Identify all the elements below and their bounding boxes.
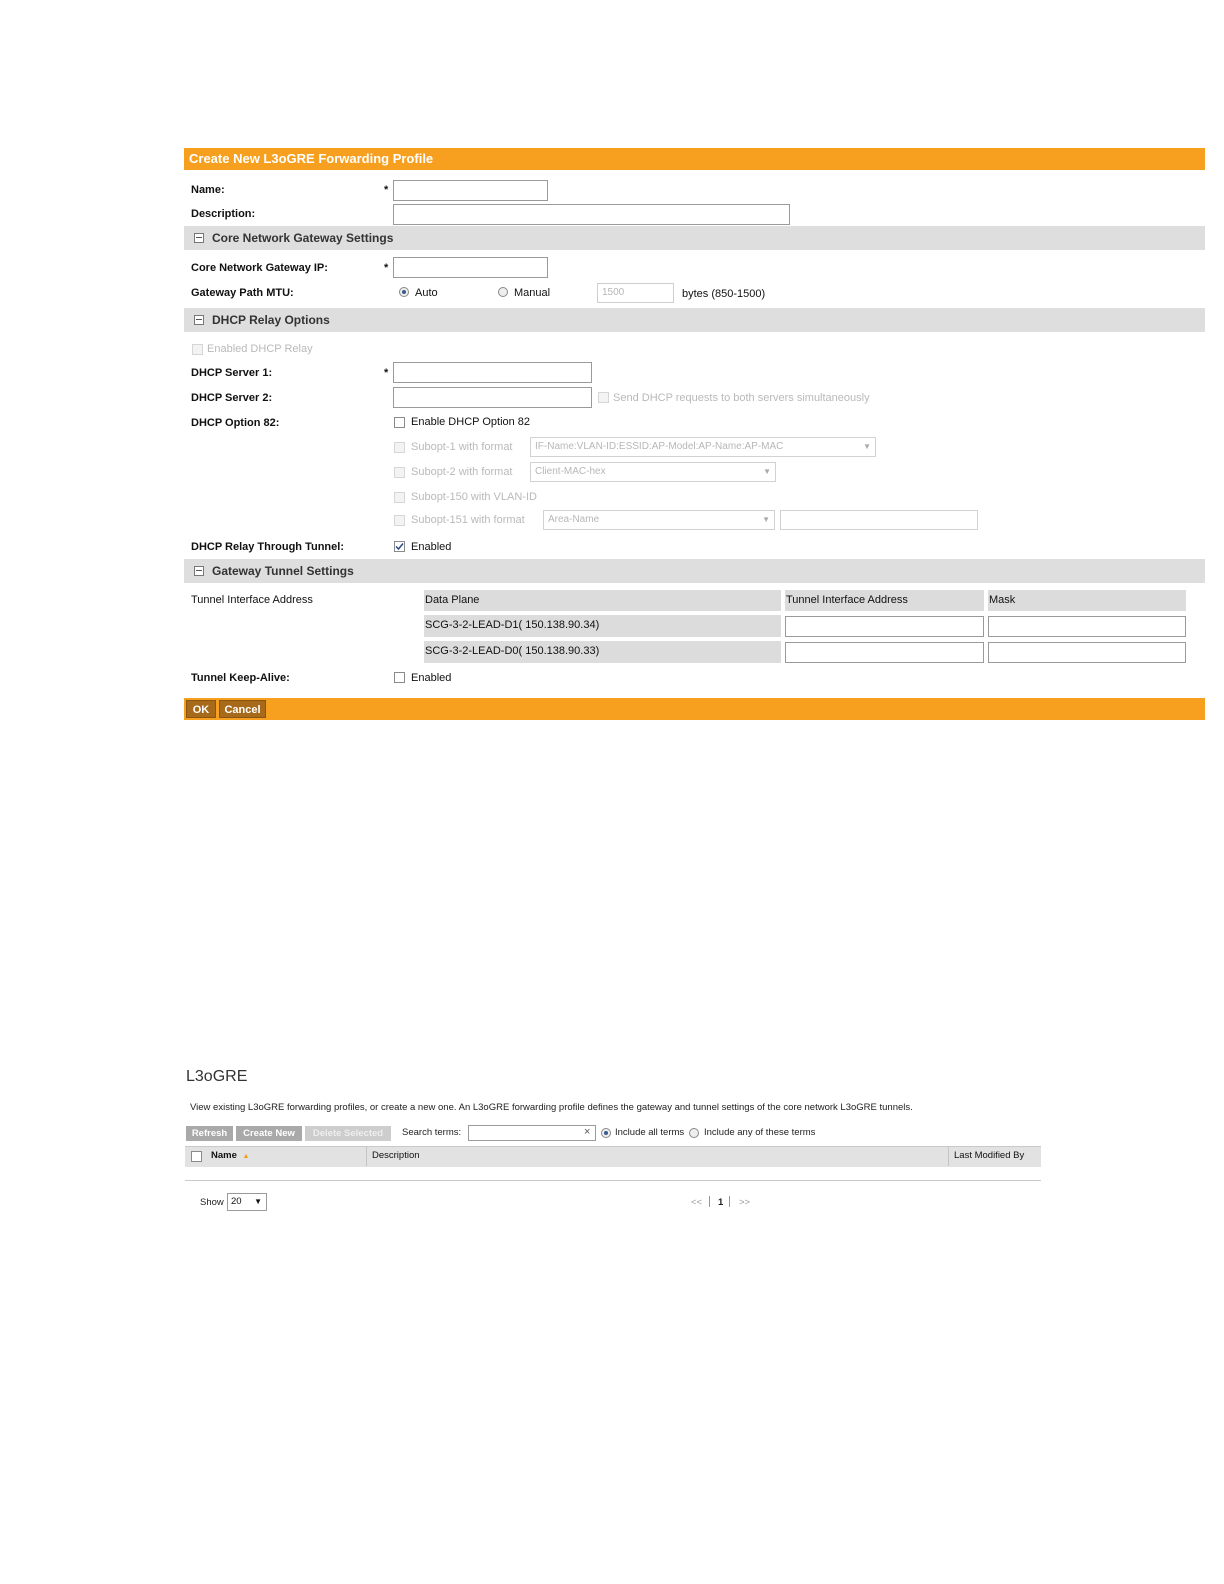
- relay-tunnel-enabled-label: Enabled: [411, 541, 452, 553]
- search-label: Search terms:: [402, 1127, 462, 1138]
- include-all-radio[interactable]: [601, 1128, 611, 1138]
- table-row: SCG-3-2-LEAD-D0( 150.138.90.33): [424, 641, 781, 663]
- tunnel-iface-label: Tunnel Interface Address: [191, 594, 313, 606]
- form-title: Create New L3oGRE Forwarding Profile: [184, 148, 1205, 170]
- subopt1-value: IF-Name:VLAN-ID:ESSID:AP-Model:AP-Name:AP-MAC: [535, 441, 784, 452]
- col-tunnel-address: Tunnel Interface Address: [785, 590, 984, 611]
- mask-input-1[interactable]: [988, 616, 1186, 637]
- subopt2-value: Client-MAC-hex: [535, 466, 606, 477]
- col-name-label: Name: [211, 1150, 237, 1161]
- subopt2-label: Subopt-2 with format: [411, 466, 513, 478]
- tunnel-address-input-1[interactable]: [785, 616, 984, 637]
- refresh-button[interactable]: Refresh: [186, 1126, 233, 1141]
- pager-prev[interactable]: <<: [691, 1197, 703, 1208]
- page-size-value: 20: [231, 1196, 242, 1207]
- subopt2-select[interactable]: [530, 462, 776, 482]
- name-label: Name:: [191, 184, 225, 196]
- section-gateway-tunnel[interactable]: [184, 559, 1205, 583]
- checkmark-icon: [395, 542, 404, 551]
- send-both-label: Send DHCP requests to both servers simultaneously: [613, 392, 870, 404]
- col-description[interactable]: Description: [372, 1150, 420, 1161]
- enabled-dhcp-relay-label: Enabled DHCP Relay: [207, 343, 313, 355]
- subopt151-select[interactable]: [543, 510, 775, 530]
- subopt1-select[interactable]: [530, 437, 876, 457]
- col-name[interactable]: [211, 1147, 249, 1166]
- dhcp-server2-input[interactable]: [393, 387, 592, 408]
- dhcp-server2-label: DHCP Server 2:: [191, 392, 273, 404]
- subopt151-text-input[interactable]: [780, 510, 978, 530]
- page-intro: View existing L3oGRE forwarding profiles, or create a new one. An L3oGRE forwarding profile defines the gateway and tunnel settings of the core network L3oGRE tunnels.: [190, 1102, 913, 1113]
- subopt151-label: Subopt-151 with format: [411, 514, 525, 526]
- mtu-auto-radio[interactable]: [399, 287, 409, 297]
- select-all-checkbox[interactable]: [191, 1151, 202, 1162]
- include-all-label: Include all terms: [615, 1127, 685, 1138]
- name-input[interactable]: [393, 180, 548, 201]
- dropdown-arrow-icon: ▼: [254, 1197, 262, 1206]
- section-core-gateway[interactable]: [184, 226, 1205, 250]
- delete-selected-button[interactable]: Delete Selected: [305, 1126, 391, 1141]
- description-input[interactable]: [393, 204, 790, 225]
- col-data-plane: Data Plane: [424, 590, 781, 611]
- mtu-auto-label: Auto: [415, 287, 438, 299]
- subopt151-checkbox[interactable]: [394, 515, 405, 526]
- cancel-button[interactable]: Cancel: [219, 700, 266, 718]
- subopt151-value: Area-Name: [548, 514, 600, 525]
- dropdown-arrow-icon: ▼: [763, 467, 771, 476]
- col-mask: Mask: [988, 590, 1186, 611]
- dropdown-arrow-icon: ▼: [863, 442, 871, 451]
- dhcp-server1-input[interactable]: [393, 362, 592, 383]
- core-gateway-ip-input[interactable]: [393, 257, 548, 278]
- mtu-manual-radio[interactable]: [498, 287, 508, 297]
- subopt150-label: Subopt-150 with VLAN-ID: [411, 491, 537, 503]
- keepalive-label: Tunnel Keep-Alive:: [191, 672, 290, 684]
- dhcp-server1-label: DHCP Server 1:: [191, 367, 273, 379]
- subopt150-checkbox[interactable]: [394, 492, 405, 503]
- gateway-mtu-label: Gateway Path MTU:: [191, 287, 294, 299]
- core-gateway-ip-label: Core Network Gateway IP:: [191, 262, 328, 274]
- pager-divider: [709, 1196, 710, 1207]
- table-row: SCG-3-2-LEAD-D1( 150.138.90.34): [424, 615, 781, 637]
- subopt1-label: Subopt-1 with format: [411, 441, 513, 453]
- pager-current-page[interactable]: 1: [718, 1197, 724, 1208]
- enable-option82-label: Enable DHCP Option 82: [411, 416, 531, 428]
- column-divider: [366, 1147, 367, 1166]
- required-marker: *: [384, 367, 389, 379]
- page-title: L3oGRE: [186, 1068, 248, 1085]
- page-size-select[interactable]: [227, 1193, 267, 1211]
- collapse-icon[interactable]: [194, 566, 204, 576]
- section-core-title: Core Network Gateway Settings: [212, 231, 394, 245]
- dropdown-arrow-icon: ▼: [762, 515, 770, 524]
- description-label: Description:: [191, 208, 256, 220]
- keepalive-checkbox[interactable]: [394, 672, 405, 683]
- pager-divider: [729, 1196, 730, 1207]
- section-tunnel-title: Gateway Tunnel Settings: [212, 564, 354, 578]
- subopt2-checkbox[interactable]: [394, 467, 405, 478]
- collapse-icon[interactable]: [194, 315, 204, 325]
- include-any-label: Include any of these terms: [704, 1127, 816, 1138]
- col-last-modified[interactable]: Last Modified By: [954, 1150, 1025, 1161]
- section-dhcp-title: DHCP Relay Options: [212, 313, 330, 327]
- keepalive-enabled-label: Enabled: [411, 672, 452, 684]
- clear-search-icon[interactable]: ×: [584, 1126, 591, 1138]
- mtu-suffix: bytes (850-1500): [682, 288, 766, 300]
- grid-header: [185, 1146, 1041, 1167]
- tunnel-address-input-2[interactable]: [785, 642, 984, 663]
- mtu-manual-label: Manual: [514, 287, 551, 299]
- mask-input-2[interactable]: [988, 642, 1186, 663]
- send-both-checkbox[interactable]: [598, 392, 609, 403]
- show-label: Show: [200, 1197, 224, 1208]
- mtu-value-input[interactable]: 1500: [597, 283, 674, 303]
- required-marker: *: [384, 184, 389, 196]
- include-any-radio[interactable]: [689, 1128, 699, 1138]
- ok-button[interactable]: OK: [186, 700, 216, 718]
- create-new-button[interactable]: Create New: [236, 1126, 302, 1141]
- relay-tunnel-checkbox[interactable]: [394, 541, 405, 552]
- enabled-dhcp-relay-checkbox[interactable]: [192, 344, 203, 355]
- section-dhcp-relay[interactable]: [184, 308, 1205, 332]
- form-button-bar: [184, 698, 1205, 720]
- collapse-icon[interactable]: [194, 233, 204, 243]
- relay-tunnel-label: DHCP Relay Through Tunnel:: [191, 541, 344, 553]
- enable-option82-checkbox[interactable]: [394, 417, 405, 428]
- column-divider: [948, 1147, 949, 1166]
- required-marker: *: [384, 262, 389, 274]
- option82-label: DHCP Option 82:: [191, 417, 280, 429]
- sort-asc-icon: ▲: [242, 1153, 250, 1160]
- search-input[interactable]: [468, 1125, 596, 1141]
- subopt1-checkbox[interactable]: [394, 442, 405, 453]
- grid-bottom-border: [185, 1180, 1041, 1181]
- pager-next[interactable]: >>: [739, 1197, 751, 1208]
